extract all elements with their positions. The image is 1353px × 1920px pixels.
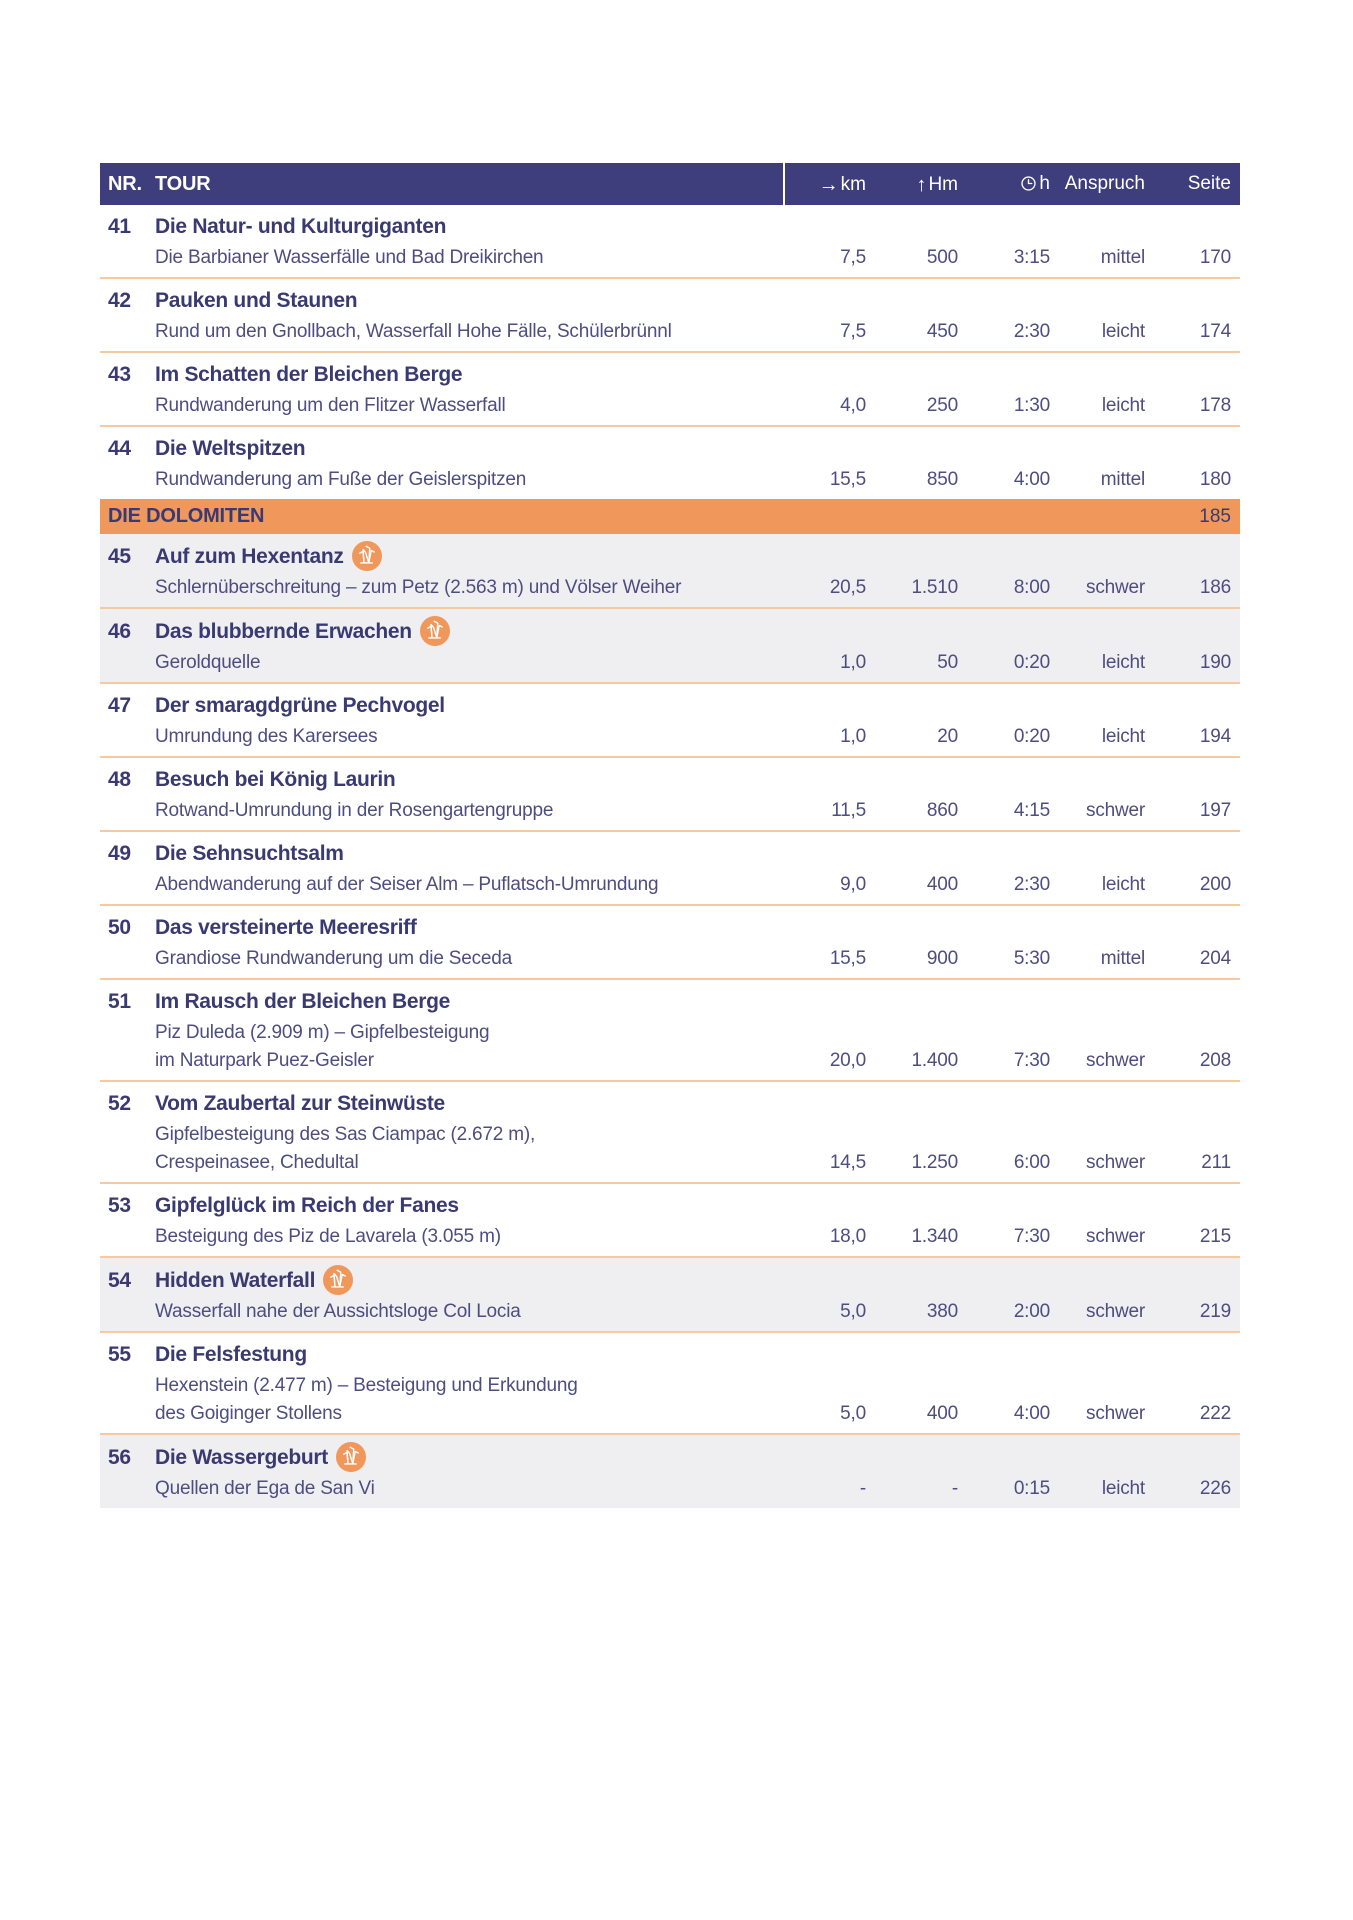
- tour-page-number: 178: [1199, 395, 1231, 416]
- tour-hm: -: [951, 1478, 958, 1499]
- tour-page-number: 186: [1199, 577, 1231, 598]
- tour-difficulty: mittel: [1100, 247, 1145, 268]
- tour-page-number: 190: [1199, 652, 1231, 673]
- tour-row: [100, 980, 1240, 1082]
- tour-hours: 2:00: [1013, 1301, 1050, 1322]
- tour-title: Im Schatten der Bleichen Berge: [155, 363, 463, 386]
- tour-difficulty: leicht: [1101, 1478, 1145, 1499]
- tour-hours: 8:00: [1013, 577, 1050, 598]
- tour-hours: 5:30: [1013, 948, 1050, 969]
- tour-difficulty: schwer: [1086, 577, 1145, 598]
- tour-number: 42: [108, 289, 131, 312]
- tour-title: Hidden Waterfall: [155, 1269, 316, 1292]
- tour-page-number: 170: [1199, 247, 1231, 268]
- tour-title: Vom Zaubertal zur Steinwüste: [155, 1092, 445, 1115]
- tour-number: 41: [108, 215, 131, 238]
- tour-subtitle: Geroldquelle: [155, 652, 261, 673]
- tour-page-number: 200: [1199, 874, 1231, 895]
- tour-km: 9,0: [840, 874, 866, 895]
- tour-row: [100, 832, 1240, 906]
- tour-title: Die Weltspitzen: [155, 437, 306, 460]
- tour-hours: 7:30: [1013, 1050, 1050, 1071]
- crystal-icon: [336, 1442, 366, 1472]
- header-km: [800, 173, 866, 196]
- tour-hm: 850: [926, 469, 958, 490]
- tour-subtitle: Abendwanderung auf der Seiser Alm – Puflatsch-Umrundung: [155, 874, 659, 895]
- tour-title: Die Natur- und Kulturgiganten: [155, 215, 447, 238]
- tour-row: [100, 1333, 1240, 1435]
- tour-row: [100, 1435, 1240, 1508]
- tour-row: [100, 353, 1240, 427]
- tour-hours: 4:00: [1013, 469, 1050, 490]
- tour-row: [100, 684, 1240, 758]
- tour-subtitle: des Goiginger Stollens: [155, 1403, 342, 1424]
- tour-title: Die Sehnsuchtsalm: [155, 842, 344, 865]
- tour-number: 46: [108, 620, 131, 643]
- tour-hm: 1.400: [911, 1050, 958, 1071]
- tour-difficulty: leicht: [1101, 874, 1145, 895]
- header-h-label: h: [1039, 173, 1050, 194]
- tour-page-number: 197: [1199, 800, 1231, 821]
- tour-hm: 450: [926, 321, 958, 342]
- crystal-icon: [352, 541, 382, 571]
- crystal-icon: [323, 1265, 353, 1295]
- tour-hours: 2:30: [1013, 874, 1050, 895]
- tour-number: 48: [108, 768, 131, 791]
- tour-difficulty: leicht: [1101, 395, 1145, 416]
- tour-row: [100, 1082, 1240, 1184]
- tour-index-table: [100, 163, 1240, 1508]
- tour-number: 54: [108, 1269, 131, 1292]
- table-header: [100, 163, 1240, 205]
- tour-difficulty: leicht: [1101, 321, 1145, 342]
- tour-title: Der smaragdgrüne Pechvogel: [155, 694, 445, 717]
- tour-title: Das blubbernde Erwachen: [155, 620, 412, 643]
- tour-number: 52: [108, 1092, 131, 1115]
- tour-km: 1,0: [840, 652, 866, 673]
- tour-difficulty: leicht: [1101, 726, 1145, 747]
- tour-row: [100, 609, 1240, 684]
- tour-km: 7,5: [840, 321, 866, 342]
- tour-hours: 1:30: [1013, 395, 1050, 416]
- header-nr: NR.: [108, 172, 142, 195]
- header-hm-label: Hm: [928, 173, 958, 195]
- tour-number: 43: [108, 363, 131, 386]
- tour-subtitle: Schlernüberschreitung – zum Petz (2.563 m) und Völser Weiher: [155, 577, 682, 598]
- tour-hours: 4:00: [1013, 1403, 1050, 1424]
- tour-difficulty: schwer: [1086, 1301, 1145, 1322]
- tour-title: Die Wassergeburt: [155, 1446, 328, 1469]
- tour-difficulty: schwer: [1086, 1152, 1145, 1173]
- tour-number: 44: [108, 437, 131, 460]
- tour-hm: 500: [926, 247, 958, 268]
- section-title: DIE DOLOMITEN: [108, 505, 265, 527]
- tour-number: 56: [108, 1446, 131, 1469]
- tour-row: [100, 427, 1240, 499]
- tour-km: 15,5: [829, 469, 866, 490]
- tour-row: [100, 205, 1240, 279]
- tour-number: 47: [108, 694, 131, 717]
- tour-number: 55: [108, 1343, 131, 1366]
- tour-subtitle: Grandiose Rundwanderung um die Seceda: [155, 948, 513, 969]
- tour-hours: 2:30: [1013, 321, 1050, 342]
- tour-subtitle: Rund um den Gnollbach, Wasserfall Hohe Fälle, Schülerbrünnl: [155, 321, 672, 342]
- tour-hm: 1.510: [911, 577, 958, 598]
- arrow-up-icon: ↑: [916, 173, 927, 196]
- tour-subtitle: im Naturpark Puez-Geisler: [155, 1050, 374, 1071]
- tour-row: [100, 279, 1240, 353]
- tour-km: 7,5: [840, 247, 866, 268]
- tour-subtitle: Rundwanderung um den Flitzer Wasserfall: [155, 395, 506, 416]
- tour-km: 14,5: [829, 1152, 866, 1173]
- tour-km: 4,0: [840, 395, 866, 416]
- tour-km: 5,0: [840, 1403, 866, 1424]
- tour-title: Die Felsfestung: [155, 1343, 307, 1366]
- tour-number: 49: [108, 842, 131, 865]
- tour-title: Pauken und Staunen: [155, 289, 358, 312]
- tour-km: 5,0: [840, 1301, 866, 1322]
- tour-subtitle: Wasserfall nahe der Aussichtsloge Col Locia: [155, 1301, 521, 1322]
- tour-hours: 0:20: [1013, 726, 1050, 747]
- header-h: [958, 173, 1050, 195]
- tour-number: 45: [108, 545, 131, 568]
- tour-page-number: 211: [1201, 1152, 1231, 1173]
- tour-title: Im Rausch der Bleichen Berge: [155, 990, 451, 1013]
- tour-subtitle: Rundwanderung am Fuße der Geislerspitzen: [155, 469, 527, 490]
- tour-row: [100, 1258, 1240, 1333]
- tour-km: -: [859, 1478, 866, 1499]
- tour-title: Das versteinerte Meeresriff: [155, 916, 417, 939]
- tour-hm: 250: [926, 395, 958, 416]
- tour-hm: 20: [937, 726, 958, 747]
- tour-km: 15,5: [829, 948, 866, 969]
- tour-page-number: 204: [1199, 948, 1231, 969]
- tour-hm: 380: [926, 1301, 958, 1322]
- tour-difficulty: schwer: [1086, 800, 1145, 821]
- tour-subtitle: Quellen der Ega de San Vi: [155, 1478, 375, 1499]
- tour-page-number: 174: [1199, 321, 1231, 342]
- tour-difficulty: leicht: [1101, 652, 1145, 673]
- clock-icon: [1020, 175, 1037, 192]
- tour-km: 1,0: [840, 726, 866, 747]
- tour-page-number: 215: [1199, 1226, 1231, 1247]
- tour-page-number: 194: [1199, 726, 1231, 747]
- tour-hm: 1.250: [911, 1152, 958, 1173]
- tour-number: 50: [108, 916, 131, 939]
- tour-km: 18,0: [829, 1226, 866, 1247]
- tour-page-number: 226: [1199, 1478, 1231, 1499]
- tour-hours: 7:30: [1013, 1226, 1050, 1247]
- tour-hm: 400: [926, 874, 958, 895]
- tour-title: Gipfelglück im Reich der Fanes: [155, 1194, 459, 1217]
- section-page-number: 185: [1199, 505, 1231, 527]
- tour-subtitle: Rotwand-Umrundung in der Rosengartengruppe: [155, 800, 554, 821]
- tour-page-number: 219: [1199, 1301, 1231, 1322]
- tour-difficulty: mittel: [1100, 948, 1145, 969]
- tour-row: [100, 906, 1240, 980]
- tour-number: 51: [108, 990, 131, 1013]
- tour-subtitle: Crespeinasee, Chedultal: [155, 1152, 359, 1173]
- tour-page-number: 208: [1199, 1050, 1231, 1071]
- tour-hours: 6:00: [1013, 1152, 1050, 1173]
- tour-km: 20,5: [829, 577, 866, 598]
- header-divider: [783, 163, 785, 205]
- tour-km: 20,0: [829, 1050, 866, 1071]
- tour-difficulty: schwer: [1086, 1403, 1145, 1424]
- tour-row: [100, 758, 1240, 832]
- table-body: [100, 205, 1240, 1508]
- tour-hours: 4:15: [1013, 800, 1050, 821]
- tour-hours: 3:15: [1013, 247, 1050, 268]
- header-tour: TOUR: [155, 172, 211, 195]
- tour-title: Besuch bei König Laurin: [155, 768, 396, 791]
- tour-km: 11,5: [831, 800, 866, 821]
- arrow-right-icon: →: [818, 173, 839, 196]
- header-seite: Seite: [1187, 173, 1231, 194]
- header-anspruch: Anspruch: [1064, 173, 1145, 194]
- tour-page-number: 222: [1199, 1403, 1231, 1424]
- tour-hm: 50: [937, 652, 958, 673]
- tour-subtitle: Die Barbianer Wasserfälle und Bad Dreikirchen: [155, 247, 544, 268]
- tour-subtitle: Piz Duleda (2.909 m) – Gipfelbesteigung: [155, 1022, 490, 1043]
- crystal-icon: [420, 616, 450, 646]
- tour-row: [100, 1184, 1240, 1258]
- tour-title: Auf zum Hexentanz: [155, 545, 344, 568]
- tour-difficulty: schwer: [1086, 1226, 1145, 1247]
- tour-subtitle: Gipfelbesteigung des Sas Ciampac (2.672 m),: [155, 1124, 536, 1145]
- tour-hours: 0:15: [1013, 1478, 1050, 1499]
- tour-number: 53: [108, 1194, 131, 1217]
- tour-hm: 1.340: [911, 1226, 958, 1247]
- header-hm: [866, 173, 958, 196]
- tour-page-number: 180: [1199, 469, 1231, 490]
- tour-hours: 0:20: [1013, 652, 1050, 673]
- tour-subtitle: Umrundung des Karersees: [155, 726, 378, 747]
- tour-hm: 400: [926, 1403, 958, 1424]
- tour-row: [100, 534, 1240, 609]
- header-km-label: km: [840, 173, 866, 195]
- tour-difficulty: schwer: [1086, 1050, 1145, 1071]
- section-header: [100, 499, 1240, 534]
- tour-subtitle: Besteigung des Piz de Lavarela (3.055 m): [155, 1226, 501, 1247]
- tour-subtitle: Hexenstein (2.477 m) – Besteigung und Erkundung: [155, 1375, 578, 1396]
- tour-hm: 900: [926, 948, 958, 969]
- tour-difficulty: mittel: [1100, 469, 1145, 490]
- tour-hm: 860: [926, 800, 958, 821]
